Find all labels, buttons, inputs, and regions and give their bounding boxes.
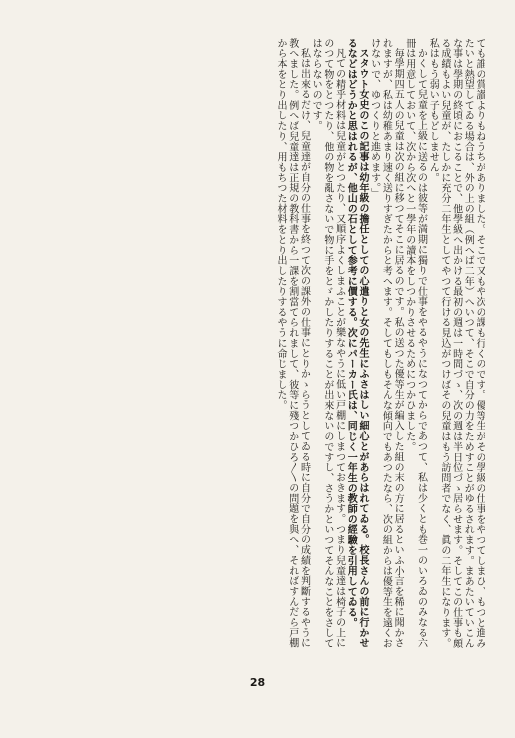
paragraph-3: 毎學期四五人の兒童は次の組に移つてそこに居るのです。私の送つた優等生が編入した組の末の方に居るといふ小言を稀に聞かされますが、私は幼稚あまり速く送りすぎたからと考へます。そしてもしもそんな傾向でもあつたなら、次の組からは優等生を遠くおけないで、ゆつくりと進めます。」	[368, 38, 404, 649]
vertical-text-block	[30, 38, 485, 656]
page-number: 28	[249, 676, 266, 689]
paragraph-1: ても誰の賞讃よりもねうちがありました。そこで又もや次の課も行くのです。優等生がその學級の仕事をやつてしまひ、もつと進みたいと熱望してゐる場合は、外の上の組（例へば二年）へいつて、そこで自分の力をためすことがゆるされます。まあたいていこんな事は學期の終頃におこることで、他學級へ出かける最初の週は一時間づゝ、次の週は半日位づゝ居らせます。そしてこの仕事も頗る成績もよい兒童が、たしかに充分二年生としてやつて行ける見込がつけばその兒童はもう訪問者でなく、眞の二年生になります。私はもう弱い子もどしません。	[427, 38, 485, 649]
paragraph-4-author-comment: スタウト女史のこの記事は幼年級の擔任としての心遣りと女の先生にふさはしい細心とがあらはれてゐる。校長さんの前に行かせるなどはどうかと思はれるが、他山の石として参考に價する。次にパーカー氏は、同じく一年生の教師の經驗を引用してゐる。	[345, 38, 368, 649]
paragraph-6-quote: 私は出來るだけ、兒童達が自分の仕事を終つて次の課外の仕事にとりかゝらうとしてゐる時に自分で自分の成績を判斷するやうに教へました。例へば兒童達は正規の教科書から一課を割當てられまして、彼等に殘つかひろ〳〵の問題を與へ、そればすんだら戸棚から本をとり出したり、用もちつた材料をとり出したりするやうに命じました。	[275, 38, 310, 649]
paragraph-5-quote: 凡ての精乎材料は兒童がとつたり、又順序よくしまふことが樂なやうに低い戸棚にしまつておきます。つまり兒童達は椅子の上にのつて物をとつたり、他の物を亂さないで物に手をとゞかしたりすることが出來ないのですし、さうかといつてそんなことをさしてはならないのです。	[310, 38, 345, 649]
paragraph-2: かくして兒童を上級に送るのは彼等が満期に獨りで仕事をやるやうになつてからであつて、私は少くとも巻一のいろゐのみなる六冊は用意しておいて、次から次へと一學年の讀本をしつかりさせるためにつかひました。	[403, 38, 427, 649]
